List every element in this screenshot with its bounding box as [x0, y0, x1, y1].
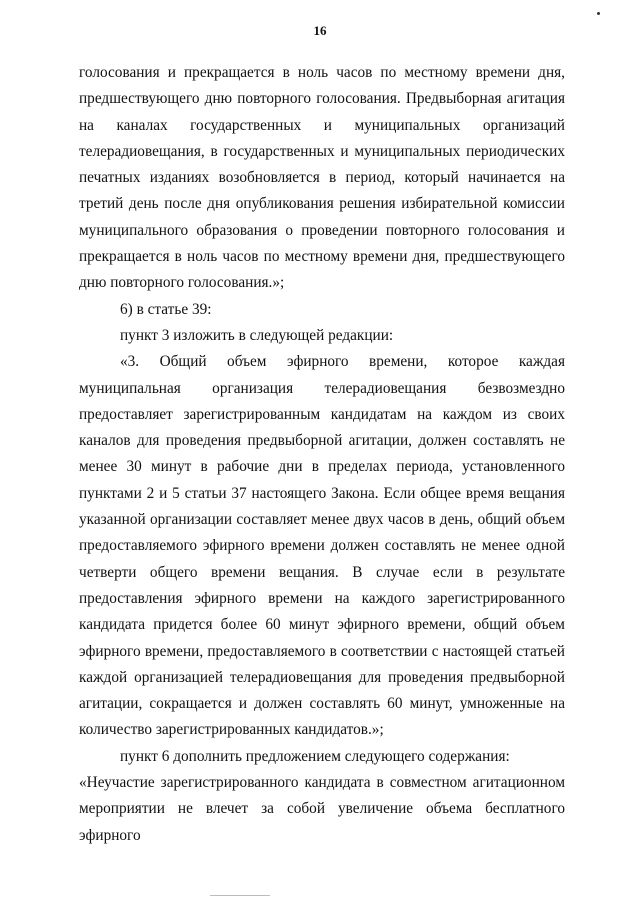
paragraph-point-6-text: «Неучастие зарегистрированного кандидата в совместном агитационном мероприятии не влечет за собой увеличение объема бесплатного эфирного	[79, 774, 565, 844]
scan-edge-mark	[210, 895, 270, 896]
paragraph-point-3-intro: пункт 3 изложить в следующей редакции:	[120, 326, 394, 344]
paragraph-item-6: 6) в статье 39:	[120, 300, 212, 318]
paragraph-continuation: голосования и прекращается в ноль часов по местному времени дня, предшествующего дню повторного голосования. Предвыборная агитация на каналах государственных и муниципальных организаций телерадиовещания, в государственных и муниципальных периодических печатных изданиях возобновляется в период, который начинается на третий день после дня опубликования решения избирательной комиссии муниципального образования о проведении повторного голосования и прекращается в ноль часов по местному времени дня, предшествующего дню повторного голосования.»;	[79, 64, 565, 292]
paragraph-point-3-text: «3. Общий объем эфирного времени, которое каждая муниципальная организация телерадиовещания безвозмездно предоставляет зарегистрированным кандидатам на каждом из своих каналов для проведения предвыборной агитации, должен составлять не менее 30 минут в рабочие дни в пределах периода, установленного пунктами 2 и 5 статьи 37 настоящего Закона. Если общее время вещания указанной организации составляет менее двух часов в день, общий объем предоставляемого эфирного времени должен составлять не менее одной четверти общего времени вещания. В случае если в результате предоставления эфирного времени на каждого зарегистрированного кандидата придется более 60 минут эфирного времени, общий объем эфирного времени, предоставляемого в соответствии с настоящей статьей каждой организацией телерадиовещания для проведения предвыборной агитации, сокращается и должен составлять 60 минут, умноженные на количество зарегистрированных кандидатов.»;	[79, 353, 565, 739]
scan-dot	[597, 12, 600, 15]
page-number: 16	[313, 23, 327, 38]
paragraph-point-6-intro: пункт 6 дополнить предложением следующего содержания:	[120, 747, 510, 765]
document-body	[79, 60, 565, 849]
